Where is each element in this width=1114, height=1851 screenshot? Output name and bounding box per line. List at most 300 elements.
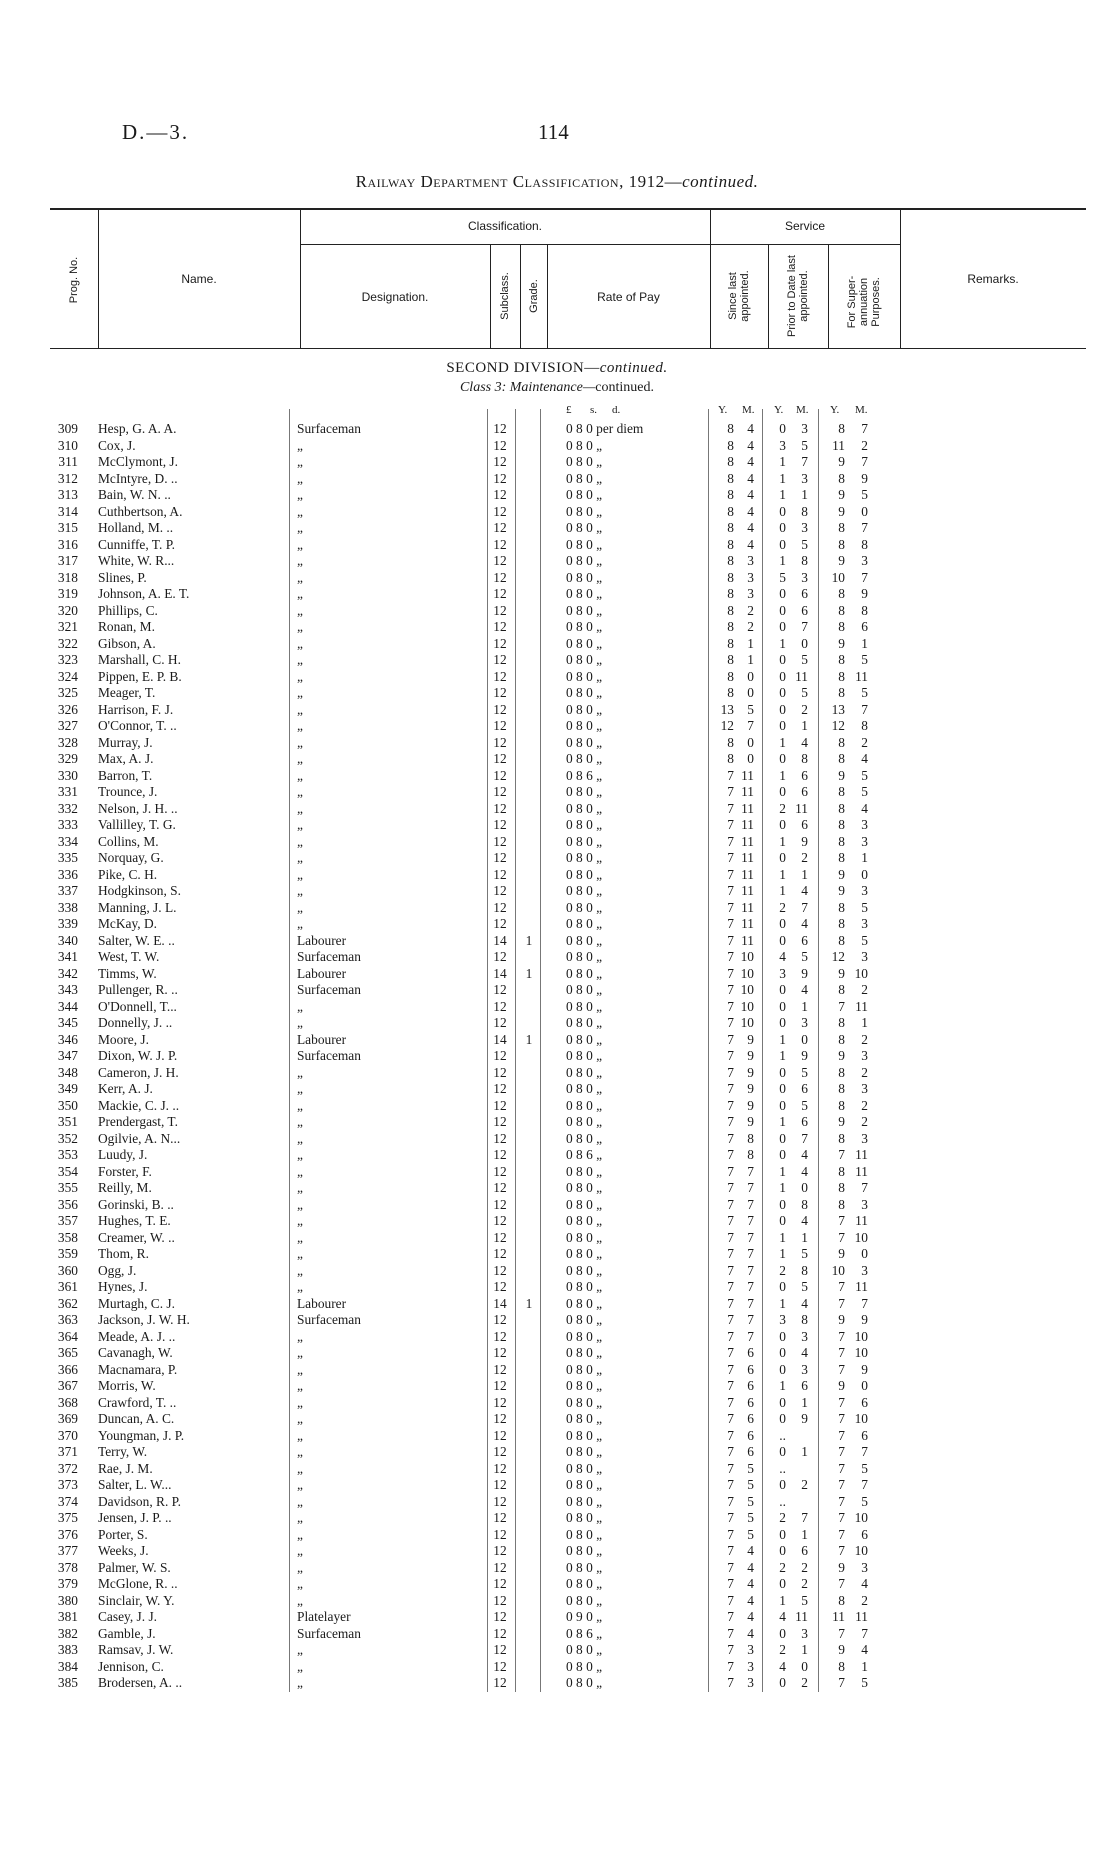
since-months: 11: [741, 899, 754, 915]
super-months: 7: [861, 1295, 868, 1311]
super-months: 3: [861, 1262, 868, 1278]
prog-number: 364: [57, 1328, 78, 1344]
prior-years: 0: [779, 652, 786, 667]
rate-of-pay: 0 8 0 „: [566, 1279, 603, 1294]
table-row: [0, 801, 1114, 818]
super-months: 2: [861, 1097, 868, 1113]
super-years: 7: [838, 1295, 845, 1311]
subclass: 14: [493, 1031, 507, 1047]
subclass: 12: [493, 1064, 507, 1080]
super-months: 1: [861, 1658, 868, 1674]
super-years: 7: [838, 1576, 845, 1591]
super-months: 9: [861, 586, 868, 601]
super-years: 9: [838, 1312, 845, 1327]
prog-number: 367: [57, 1378, 78, 1393]
since-months: 2: [747, 602, 754, 618]
designation: „: [297, 1427, 303, 1443]
prior-months: 3: [801, 569, 808, 585]
prog-number: 316: [57, 536, 78, 552]
subclass: 12: [493, 1493, 507, 1509]
rate-of-pay: 0 8 0 „: [566, 1196, 603, 1212]
rate-of-pay: 0 8 0 „: [566, 1213, 603, 1228]
subclass: 12: [493, 437, 507, 453]
super-months: 2: [861, 982, 868, 997]
prog-number: 314: [57, 503, 78, 519]
prog-number: 369: [57, 1411, 78, 1426]
prior-months: 1: [801, 1229, 808, 1245]
since-years: 7: [727, 1642, 734, 1657]
super-years: 7: [838, 1543, 845, 1558]
employee-name: Porter, S.: [98, 1526, 148, 1542]
since-months: 7: [747, 1180, 754, 1195]
subclass: 12: [493, 1460, 507, 1476]
rate-of-pay: 0 8 0 „: [566, 487, 603, 502]
header-classification: Classification.: [467, 219, 543, 233]
employee-name: Ramsav, J. W.: [98, 1642, 174, 1657]
prior-years: 0: [779, 1526, 786, 1542]
designation: „: [297, 1460, 303, 1476]
rate-of-pay: 0 8 0 „: [566, 866, 603, 882]
super-months: 2: [861, 1592, 868, 1608]
since-years: 7: [727, 1345, 734, 1360]
since-months: 6: [747, 1411, 754, 1426]
since-years: 8: [727, 685, 734, 700]
table-row: [0, 1395, 1114, 1412]
designation: Surfaceman: [297, 1048, 361, 1063]
designation: „: [297, 454, 303, 469]
super-years: 8: [838, 1592, 845, 1608]
subclass: 12: [493, 1097, 507, 1113]
super-months: 2: [861, 1114, 868, 1129]
table-row: [0, 1494, 1114, 1511]
prior-years: 0: [779, 701, 786, 717]
super-years: 9: [838, 454, 845, 469]
prog-number: 363: [57, 1312, 78, 1327]
header-remarks: Remarks.: [967, 271, 1019, 286]
since-months: 1: [747, 635, 754, 651]
table-row: [0, 966, 1114, 983]
table-row: [0, 718, 1114, 735]
prior-years: 1: [779, 553, 786, 568]
designation: „: [297, 1592, 303, 1608]
prog-number: 348: [57, 1064, 78, 1080]
designation: „: [297, 1576, 303, 1591]
employee-name: Norquay, G.: [98, 850, 164, 865]
table-row: [0, 520, 1114, 537]
super-years: 7: [838, 1477, 845, 1492]
rate-of-pay: 0 8 0 „: [566, 1477, 603, 1492]
subclass: 12: [493, 1658, 507, 1674]
title-main: Railway Department Classification, 1912—: [355, 172, 683, 191]
super-months: 7: [861, 1180, 868, 1195]
prior-years: 0: [779, 784, 786, 799]
designation: „: [297, 1015, 303, 1030]
prog-number: 366: [57, 1361, 78, 1377]
subclass: 12: [493, 1576, 507, 1591]
rate-of-pay: 0 8 0 „: [566, 1246, 603, 1261]
table-row: [0, 636, 1114, 653]
since-months: 9: [747, 1081, 754, 1096]
designation: „: [297, 1114, 303, 1129]
prog-number: 333: [57, 817, 78, 832]
since-months: 0: [747, 668, 754, 684]
super-years: 8: [838, 1658, 845, 1674]
prior-years: 0: [779, 536, 786, 552]
super-months: 3: [861, 817, 868, 832]
designation: „: [297, 1675, 303, 1690]
rate-of-pay: 0 8 0 „: [566, 586, 603, 601]
prior-months: 1: [801, 998, 808, 1014]
prior-years: 5: [779, 569, 786, 585]
prior-months: 2: [801, 850, 808, 865]
unit-prior-months: M.: [796, 404, 809, 416]
column-rule: [762, 409, 763, 1692]
prior-months: 1: [801, 866, 808, 882]
subclass: 12: [493, 1361, 507, 1377]
rate-of-pay: 0 8 0 „: [566, 1658, 603, 1674]
prior-years: 0: [779, 1015, 786, 1030]
since-months: 11: [741, 883, 754, 898]
prog-number: 343: [57, 982, 78, 997]
table-row: [0, 421, 1114, 438]
employee-name: Prendergast, T.: [98, 1114, 178, 1129]
prior-months: 2: [801, 1559, 808, 1575]
super-years: 9: [838, 553, 845, 568]
table-row: [0, 603, 1114, 620]
employee-name: Marshall, C. H.: [98, 652, 181, 667]
designation: „: [297, 718, 303, 733]
since-months: 7: [747, 1163, 754, 1179]
super-months: 5: [861, 767, 868, 783]
since-months: 4: [747, 1576, 754, 1591]
since-months: 4: [747, 421, 754, 436]
prior-years: 0: [779, 1279, 786, 1294]
employee-name: Luudy, J.: [98, 1147, 148, 1162]
prior-months: 7: [801, 1510, 808, 1525]
super-months: 4: [861, 1642, 868, 1657]
table-row: [0, 1164, 1114, 1181]
super-months: 7: [861, 520, 868, 535]
prior-years: 0: [779, 1196, 786, 1212]
super-years: 7: [838, 1229, 845, 1245]
prior-years: 2: [779, 1262, 786, 1278]
super-years: 7: [838, 1675, 845, 1690]
table-row: [0, 1378, 1114, 1395]
prog-number: 347: [57, 1048, 78, 1063]
prog-number: 319: [57, 586, 78, 601]
designation: „: [297, 1394, 303, 1410]
since-months: 4: [747, 1559, 754, 1575]
subclass: 12: [493, 899, 507, 915]
since-years: 8: [727, 437, 734, 453]
since-years: 8: [727, 454, 734, 469]
prog-number: 309: [57, 421, 78, 436]
table-row: [0, 1131, 1114, 1148]
super-months: 5: [861, 652, 868, 667]
since-years: 8: [727, 734, 734, 750]
employee-name: Timms, W.: [98, 965, 157, 981]
prog-number: 385: [57, 1675, 78, 1690]
since-years: 7: [727, 850, 734, 865]
employee-name: Ogg, J.: [98, 1262, 137, 1278]
column-rule: [515, 409, 516, 1692]
subclass: 12: [493, 1427, 507, 1443]
prior-months: 5: [801, 949, 808, 964]
since-years: 7: [727, 1180, 734, 1195]
prog-number: 321: [57, 619, 78, 634]
table-row: [0, 1675, 1114, 1692]
subclass: 12: [493, 1477, 507, 1492]
designation: „: [297, 1642, 303, 1657]
prior-months: 6: [801, 767, 808, 783]
prog-number: 384: [57, 1658, 78, 1674]
super-months: 8: [861, 718, 868, 733]
since-months: 4: [747, 1609, 754, 1624]
since-years: 7: [727, 1658, 734, 1674]
prior-years: 0: [779, 503, 786, 519]
employee-name: Phillips, C.: [98, 602, 158, 618]
table-row: [0, 1362, 1114, 1379]
since-months: 4: [747, 1543, 754, 1558]
rate-of-pay: 0 8 0 „: [566, 668, 603, 684]
super-months: 3: [861, 1130, 868, 1146]
since-months: 9: [747, 1048, 754, 1063]
since-years: 7: [727, 1361, 734, 1377]
super-months: 11: [855, 1147, 868, 1162]
employee-name: Dixon, W. J. P.: [98, 1048, 178, 1063]
designation: „: [297, 916, 303, 931]
super-months: 11: [855, 668, 868, 684]
since-months: 6: [747, 1361, 754, 1377]
since-years: 7: [727, 1378, 734, 1393]
prior-months: 3: [801, 1625, 808, 1641]
since-months: 5: [747, 701, 754, 717]
prior-years: 1: [779, 1114, 786, 1129]
prior-years: 0: [779, 1625, 786, 1641]
prior-months: 6: [801, 1081, 808, 1096]
prior-years: 0: [779, 1213, 786, 1228]
employee-name: Jennison, C.: [98, 1658, 164, 1674]
subclass: 12: [493, 1394, 507, 1410]
prior-months: 8: [801, 553, 808, 568]
table-row: [0, 553, 1114, 570]
prog-number: 368: [57, 1394, 78, 1410]
super-years: 9: [838, 866, 845, 882]
employee-name: Collins, M.: [98, 833, 159, 849]
column-rule: [818, 409, 819, 1692]
employee-name: Ogilvie, A. N...: [98, 1130, 181, 1146]
designation: „: [297, 520, 303, 535]
subclass: 12: [493, 1196, 507, 1212]
employee-name: Thom, R.: [98, 1246, 149, 1261]
prior-months: 3: [801, 1328, 808, 1344]
since-years: 7: [727, 1576, 734, 1591]
table-row: [0, 1065, 1114, 1082]
subclass: 12: [493, 652, 507, 667]
rate-of-pay: 0 8 0 „: [566, 569, 603, 585]
table-row: [0, 1411, 1114, 1428]
designation: „: [297, 1328, 303, 1344]
table-row: [0, 982, 1114, 999]
prog-number: 362: [57, 1295, 78, 1311]
super-months: 6: [861, 1394, 868, 1410]
table-row: [0, 1329, 1114, 1346]
prior-months: 3: [801, 421, 808, 436]
super-months: 2: [861, 1031, 868, 1047]
prior-years: 0: [779, 1361, 786, 1377]
table-row: [0, 900, 1114, 917]
designation: „: [297, 1543, 303, 1558]
since-months: 10: [740, 949, 754, 964]
table-row: [0, 1114, 1114, 1131]
rate-of-pay: 0 8 0 „: [566, 916, 603, 931]
table-row: [0, 1576, 1114, 1593]
prior-years: 2: [779, 1642, 786, 1657]
prior-years: 3: [779, 965, 786, 981]
super-years: 8: [838, 1180, 845, 1195]
prior-years: ..: [779, 1460, 786, 1476]
since-years: 7: [727, 1213, 734, 1228]
designation: Labourer: [297, 932, 347, 948]
prior-years: 0: [779, 1444, 786, 1459]
unit-shillings: s.: [590, 404, 598, 416]
rate-of-pay: 0 8 0 „: [566, 520, 603, 535]
since-years: 8: [727, 470, 734, 486]
subclass: 12: [493, 701, 507, 717]
designation: „: [297, 701, 303, 717]
table-row: [0, 999, 1114, 1016]
designation: „: [297, 487, 303, 502]
subclass: 12: [493, 1048, 507, 1063]
super-years: 7: [838, 998, 845, 1014]
header-subclass: Subclass.: [499, 272, 511, 320]
prog-number: 370: [57, 1427, 78, 1443]
subclass: 12: [493, 602, 507, 618]
super-years: 9: [838, 1642, 845, 1657]
designation: „: [297, 1345, 303, 1360]
employee-name: Brodersen, A. ..: [98, 1675, 183, 1690]
subclass: 12: [493, 1609, 507, 1624]
since-years: 7: [727, 800, 734, 816]
prior-months: 7: [801, 454, 808, 469]
prior-years: 0: [779, 1477, 786, 1492]
since-years: 7: [727, 767, 734, 783]
prog-number: 375: [57, 1510, 78, 1525]
super-months: 7: [861, 1477, 868, 1492]
prog-number: 360: [57, 1262, 78, 1278]
super-months: 8: [861, 602, 868, 618]
since-months: 0: [747, 685, 754, 700]
super-months: 0: [861, 1378, 868, 1393]
table-row: [0, 817, 1114, 834]
since-years: 7: [727, 1246, 734, 1261]
prior-months: 0: [801, 1031, 808, 1047]
designation: Surfaceman: [297, 1625, 361, 1641]
prior-months: 6: [801, 1378, 808, 1393]
prior-years: 2: [779, 800, 786, 816]
subclass: 12: [493, 520, 507, 535]
table-row: [0, 570, 1114, 587]
prior-months: 0: [801, 1658, 808, 1674]
designation: „: [297, 1064, 303, 1080]
prior-months: 5: [801, 1279, 808, 1294]
subclass: 12: [493, 751, 507, 766]
prog-number: 378: [57, 1559, 78, 1575]
table-row: [0, 1312, 1114, 1329]
since-months: 5: [747, 1477, 754, 1492]
super-months: 10: [854, 1411, 868, 1426]
prior-years: 0: [779, 586, 786, 601]
prior-years: 0: [779, 1411, 786, 1426]
prog-number: 310: [57, 437, 78, 453]
prog-number: 328: [57, 734, 78, 750]
since-months: 5: [747, 1526, 754, 1542]
designation: „: [297, 437, 303, 453]
designation: „: [297, 1196, 303, 1212]
rate-of-pay: 0 8 0 „: [566, 718, 603, 733]
prior-years: 1: [779, 1246, 786, 1261]
designation: „: [297, 1081, 303, 1096]
designation: Labourer: [297, 1295, 347, 1311]
rate-of-pay: 0 8 0 „: [566, 817, 603, 832]
designation: Surfaceman: [297, 949, 361, 964]
table-row: [0, 850, 1114, 867]
subclass: 12: [493, 1213, 507, 1228]
table-row: [0, 735, 1114, 752]
table-row: [0, 1428, 1114, 1445]
subclass: 12: [493, 982, 507, 997]
subclass: 14: [493, 1295, 507, 1311]
prog-number: 342: [57, 965, 78, 981]
employee-name: Meade, A. J. ..: [98, 1328, 176, 1344]
table-row: [0, 867, 1114, 884]
header-designation: Designation.: [361, 289, 429, 304]
employee-name: Hughes, T. E.: [98, 1213, 171, 1228]
since-years: 7: [727, 1609, 734, 1624]
rate-of-pay: 0 8 0 „: [566, 1328, 603, 1344]
table-row: [0, 1180, 1114, 1197]
since-years: 7: [727, 1048, 734, 1063]
subclass: 12: [493, 833, 507, 849]
since-months: 10: [740, 998, 754, 1014]
table-row: [0, 1609, 1114, 1626]
subclass: 12: [493, 916, 507, 931]
subclass: 12: [493, 800, 507, 816]
since-years: 7: [727, 1411, 734, 1426]
prog-number: 356: [57, 1196, 78, 1212]
rate-of-pay: 0 8 0 „: [566, 1262, 603, 1278]
super-years: 7: [838, 1394, 845, 1410]
table-row: [0, 1444, 1114, 1461]
subclass: 12: [493, 718, 507, 733]
super-years: 7: [838, 1625, 845, 1641]
super-years: 8: [838, 652, 845, 667]
super-years: 8: [838, 751, 845, 766]
class-name: Maintenance—: [509, 380, 596, 395]
header-rate-of-pay: Rate of Pay: [597, 289, 660, 304]
since-months: 11: [741, 916, 754, 931]
division-continued: continued.: [599, 360, 668, 376]
rate-of-pay: 0 8 6 „: [566, 767, 603, 783]
since-months: 9: [747, 1031, 754, 1047]
employee-name: Salter, W. E. ..: [98, 932, 175, 948]
employee-name: Rae, J. M.: [98, 1460, 153, 1476]
prog-number: 326: [57, 701, 78, 717]
prior-months: 8: [801, 1312, 808, 1327]
subclass: 12: [493, 850, 507, 865]
rate-of-pay: 0 8 0 „: [566, 1427, 603, 1443]
super-months: 7: [861, 701, 868, 717]
